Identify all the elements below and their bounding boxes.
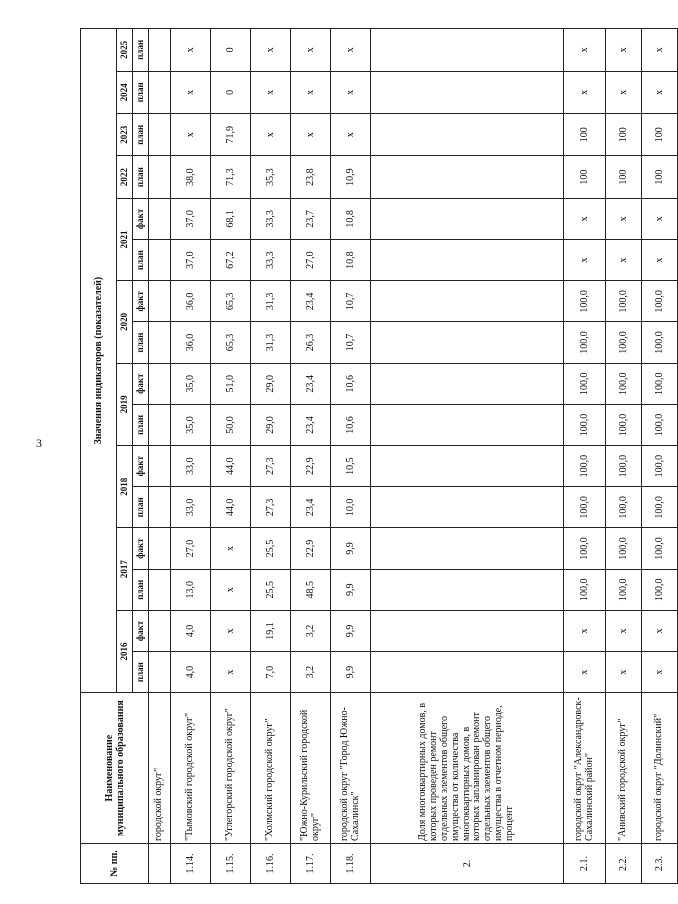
header-fact: факт [133, 610, 149, 651]
value-cell: 100,0 [606, 528, 642, 569]
value-cell: 100 [606, 114, 642, 156]
value-cell: 22,9 [291, 528, 331, 569]
value-cell: 10,5 [331, 446, 371, 487]
row-number [149, 843, 171, 883]
table-row [606, 29, 642, 884]
value-cell: 100,0 [606, 487, 642, 528]
header-fact: факт [133, 528, 149, 569]
value-cell: 36,0 [171, 281, 211, 322]
value-cell: x [642, 652, 678, 693]
value-cell: 100,0 [642, 363, 678, 404]
value-cell: 29,0 [251, 404, 291, 445]
value-cell: 23,4 [291, 404, 331, 445]
value-cell [371, 610, 564, 651]
table-row [149, 29, 171, 884]
value-cell: x [171, 114, 211, 156]
row-number: 1.15. [211, 843, 251, 883]
value-cell: 35,0 [171, 363, 211, 404]
header-indicators: Значения индикаторов (показателей) [81, 29, 117, 693]
value-cell: 100,0 [606, 404, 642, 445]
municipality-name: "Холмский городской округ" [251, 693, 291, 844]
row-number: 1.17. [291, 843, 331, 883]
value-cell: 7,0 [251, 652, 291, 693]
value-cell: 23,4 [291, 281, 331, 322]
value-cell: x [211, 610, 251, 651]
value-cell: 100,0 [606, 446, 642, 487]
row-number: 1.16. [251, 843, 291, 883]
value-cell: 67,2 [211, 240, 251, 281]
value-cell: x [606, 610, 642, 651]
value-cell: x [642, 29, 678, 72]
value-cell: 3,2 [291, 652, 331, 693]
value-cell: 37,0 [171, 240, 211, 281]
value-cell: x [564, 198, 606, 239]
value-cell [371, 569, 564, 610]
value-cell: 10,9 [331, 156, 371, 198]
value-cell: 25,5 [251, 528, 291, 569]
value-cell: 31,3 [251, 281, 291, 322]
value-cell [149, 404, 171, 445]
municipality-name: "Анивский городской округ" [606, 693, 642, 844]
value-cell: 100,0 [642, 322, 678, 363]
value-cell [149, 322, 171, 363]
rotated-table-wrapper [80, 28, 665, 884]
value-cell: x [606, 652, 642, 693]
table-row [642, 29, 678, 884]
header-name: Наименование муниципального образования [81, 693, 149, 844]
value-cell [149, 363, 171, 404]
value-cell [371, 281, 564, 322]
municipality-name: городской округ" [149, 693, 171, 844]
municipality-name: городской округ "Город Южно-Сахалинск" [331, 693, 371, 844]
value-cell: 33,0 [171, 487, 211, 528]
value-cell [149, 240, 171, 281]
value-cell: 100,0 [564, 487, 606, 528]
value-cell: 31,3 [251, 322, 291, 363]
value-cell [371, 446, 564, 487]
value-cell: 100,0 [606, 363, 642, 404]
value-cell: 100,0 [642, 487, 678, 528]
value-cell: 36,0 [171, 322, 211, 363]
value-cell: x [211, 569, 251, 610]
value-cell: 100 [642, 156, 678, 198]
value-cell: 27,3 [251, 446, 291, 487]
value-cell: 35,3 [251, 156, 291, 198]
value-cell: x [251, 114, 291, 156]
row-number: 1.18. [331, 843, 371, 883]
value-cell: 23,4 [291, 363, 331, 404]
value-cell: x [564, 71, 606, 113]
row-number: 2.3. [642, 843, 678, 883]
value-cell: x [606, 198, 642, 239]
value-cell: x [564, 652, 606, 693]
header-plan: план [133, 114, 149, 156]
value-cell: 51,0 [211, 363, 251, 404]
header-year: 2022 [117, 156, 133, 198]
value-cell: 37,0 [171, 198, 211, 239]
value-cell: 65,3 [211, 322, 251, 363]
value-cell: 100,0 [606, 322, 642, 363]
value-cell: 29,0 [251, 363, 291, 404]
value-cell [149, 652, 171, 693]
value-cell: 13,0 [171, 569, 211, 610]
value-cell: 100,0 [642, 281, 678, 322]
value-cell: 23,8 [291, 156, 331, 198]
value-cell [371, 198, 564, 239]
value-cell: 100,0 [564, 322, 606, 363]
value-cell: 9,9 [331, 610, 371, 651]
header-year: 2019 [117, 363, 133, 445]
header-fact: факт [133, 363, 149, 404]
value-cell: 4,0 [171, 610, 211, 651]
value-cell: 100,0 [564, 446, 606, 487]
value-cell: x [606, 29, 642, 72]
value-cell: 44,0 [211, 446, 251, 487]
municipality-name: городской округ "Александровск-Сахалинский район" [564, 693, 606, 844]
header-fact: факт [133, 198, 149, 239]
value-cell: 100,0 [564, 363, 606, 404]
header-plan: план [133, 71, 149, 113]
header-plan: план [133, 569, 149, 610]
value-cell: x [171, 71, 211, 113]
value-cell: x [564, 240, 606, 281]
value-cell: 38,0 [171, 156, 211, 198]
value-cell: 10,0 [331, 487, 371, 528]
value-cell [371, 363, 564, 404]
header-year: 2020 [117, 281, 133, 363]
value-cell: 100,0 [564, 281, 606, 322]
value-cell: x [291, 114, 331, 156]
value-cell [149, 114, 171, 156]
value-cell: 100,0 [564, 569, 606, 610]
value-cell: 27,3 [251, 487, 291, 528]
value-cell: 100,0 [606, 569, 642, 610]
header-year: 2025 [117, 29, 133, 72]
municipality-name: "Углегорский городской округ" [211, 693, 251, 844]
value-cell: x [642, 71, 678, 113]
value-cell [149, 569, 171, 610]
row-number: 1.14. [171, 843, 211, 883]
value-cell: 10,8 [331, 198, 371, 239]
value-cell: 100,0 [642, 528, 678, 569]
value-cell [371, 114, 564, 156]
value-cell: 27,0 [171, 528, 211, 569]
value-cell [371, 71, 564, 113]
value-cell: 3,2 [291, 610, 331, 651]
value-cell: 44,0 [211, 487, 251, 528]
value-cell [371, 528, 564, 569]
value-cell: x [331, 71, 371, 113]
header-fact: факт [133, 446, 149, 487]
indicators-table [80, 28, 678, 884]
value-cell: 100 [642, 114, 678, 156]
value-cell: 100,0 [642, 446, 678, 487]
value-cell: 71,3 [211, 156, 251, 198]
value-cell [371, 322, 564, 363]
value-cell [371, 404, 564, 445]
header-num: № пп. [81, 843, 149, 883]
value-cell: x [291, 71, 331, 113]
header-year: 2023 [117, 114, 133, 156]
value-cell [371, 652, 564, 693]
value-cell: 33,3 [251, 240, 291, 281]
value-cell: 48,5 [291, 569, 331, 610]
value-cell: 35,0 [171, 404, 211, 445]
value-cell: 100 [564, 114, 606, 156]
value-cell [149, 528, 171, 569]
value-cell [149, 29, 171, 72]
table-row [564, 29, 606, 884]
value-cell: x [331, 29, 371, 72]
municipality-name: городской округ "Долинский" [642, 693, 678, 844]
value-cell: x [606, 71, 642, 113]
value-cell: x [564, 610, 606, 651]
value-cell: 100 [606, 156, 642, 198]
header-plan: план [133, 652, 149, 693]
value-cell: x [211, 652, 251, 693]
value-cell [371, 240, 564, 281]
value-cell [149, 71, 171, 113]
value-cell: x [642, 610, 678, 651]
value-cell: 0 [211, 71, 251, 113]
table-row [331, 29, 371, 884]
header-plan: план [133, 487, 149, 528]
value-cell: 10,8 [331, 240, 371, 281]
header-plan: план [133, 156, 149, 198]
value-cell: x [171, 29, 211, 72]
value-cell: 10,6 [331, 404, 371, 445]
value-cell: x [251, 29, 291, 72]
header-year: 2021 [117, 198, 133, 280]
value-cell [149, 487, 171, 528]
value-cell: 19,1 [251, 610, 291, 651]
value-cell: x [564, 29, 606, 72]
value-cell: 27,0 [291, 240, 331, 281]
value-cell [149, 610, 171, 651]
value-cell: 10,6 [331, 363, 371, 404]
header-year: 2016 [117, 610, 133, 692]
value-cell: 100,0 [642, 404, 678, 445]
value-cell: 10,7 [331, 281, 371, 322]
row-number: 2.1. [564, 843, 606, 883]
value-cell: 33,0 [171, 446, 211, 487]
header-plan: план [133, 404, 149, 445]
value-cell: 65,3 [211, 281, 251, 322]
municipality-name: "Тымовский городской округ" [171, 693, 211, 844]
header-year: 2018 [117, 446, 133, 528]
value-cell [149, 446, 171, 487]
value-cell [149, 198, 171, 239]
page-number: 3 [36, 436, 42, 450]
value-cell: 10,7 [331, 322, 371, 363]
value-cell: x [642, 198, 678, 239]
value-cell: x [331, 114, 371, 156]
value-cell [149, 156, 171, 198]
value-cell: x [291, 29, 331, 72]
value-cell: x [211, 528, 251, 569]
value-cell: 4,0 [171, 652, 211, 693]
header-plan: план [133, 240, 149, 281]
value-cell [371, 29, 564, 72]
table-row [371, 29, 564, 884]
value-cell: 68,1 [211, 198, 251, 239]
value-cell: 9,9 [331, 569, 371, 610]
value-cell [371, 487, 564, 528]
value-cell [149, 281, 171, 322]
table-row [291, 29, 331, 884]
value-cell: x [642, 240, 678, 281]
value-cell: 100,0 [564, 528, 606, 569]
header-fact: факт [133, 281, 149, 322]
value-cell: 26,3 [291, 322, 331, 363]
value-cell: 100,0 [606, 281, 642, 322]
value-cell: x [606, 240, 642, 281]
header-plan: план [133, 29, 149, 72]
row-number: 2.2. [606, 843, 642, 883]
value-cell: 9,9 [331, 652, 371, 693]
value-cell: 100,0 [564, 404, 606, 445]
value-cell: 100,0 [642, 569, 678, 610]
value-cell: 33,3 [251, 198, 291, 239]
header-year: 2024 [117, 71, 133, 113]
value-cell: 23,7 [291, 198, 331, 239]
value-cell: 22,9 [291, 446, 331, 487]
value-cell [371, 156, 564, 198]
municipality-name: Доля многоквартирных домов, в которых проведен ремонт отдельных элементов общего имущества от количества многоквартирных домов, в которых запланирован ремонт отдельных элементов общего имущества в отчетном периоде, процент [371, 693, 564, 844]
value-cell: 100 [564, 156, 606, 198]
value-cell: 23,4 [291, 487, 331, 528]
table-row [211, 29, 251, 884]
row-number: 2. [371, 843, 564, 883]
table-row [251, 29, 291, 884]
value-cell: 25,5 [251, 569, 291, 610]
value-cell: 9,9 [331, 528, 371, 569]
value-cell: x [251, 71, 291, 113]
header-year: 2017 [117, 528, 133, 610]
municipality-name: "Южно-Курильский городской округ" [291, 693, 331, 844]
value-cell: 50,0 [211, 404, 251, 445]
value-cell: 0 [211, 29, 251, 72]
table-row [171, 29, 211, 884]
value-cell: 71,9 [211, 114, 251, 156]
header-plan: план [133, 322, 149, 363]
